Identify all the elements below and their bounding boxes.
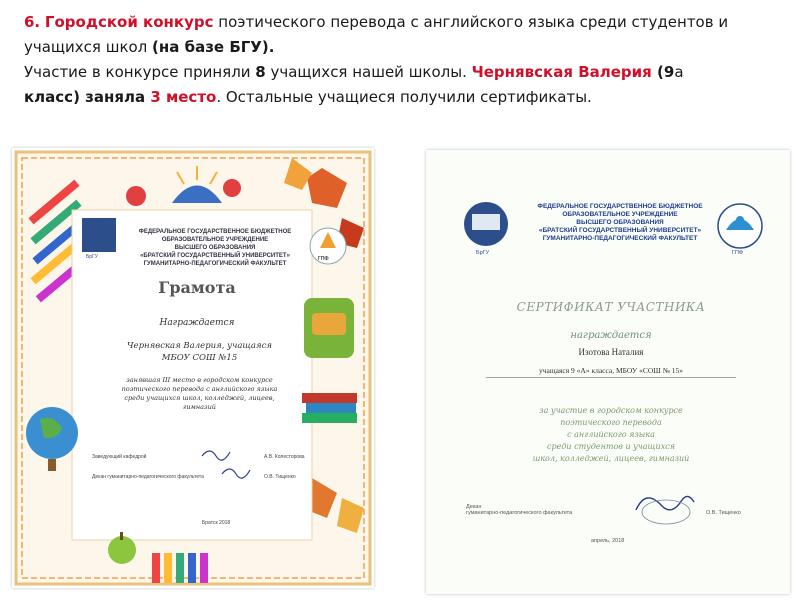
gramota-recipient: Чернявская Валерия, учащаяся МБОУ СОШ №15	[126, 341, 273, 363]
certificate-recipient: Изотова Наталия	[578, 347, 644, 357]
certificate-title: СЕРТИФИКАТ УЧАСТНИКА	[516, 300, 706, 314]
gramota-document	[12, 148, 374, 588]
gramota-sign1-name: А.В. Колесторова	[264, 454, 305, 460]
gramota-sign1-role: Заведующий кафедрой	[92, 454, 147, 460]
gramota-organization: ФЕДЕРАЛЬНОЕ ГОСУДАРСТВЕННОЕ БЮДЖЕТНОЕ ОБРАЗОВАТЕЛЬНОЕ УЧРЕЖДЕНИЕ ВЫСШЕГО ОБРАЗОВАНИЯ «БРАТСКИЙ ГОСУДАРСТВЕННЫЙ УНИВЕРСИТЕТ» ГУМАНИТАРНО-ПЕДАГОГИЧЕСКИЙ ФАКУЛЬТЕТ	[138, 229, 292, 267]
certificate-sign-name: О.В. Тищенко	[706, 510, 741, 516]
place-number: 3	[150, 88, 161, 106]
gramota-awarded: Награждается	[159, 318, 235, 328]
gramota-title: Грамота	[158, 278, 236, 297]
books-illustration	[302, 393, 357, 423]
gramota-decorative-frame	[12, 148, 374, 588]
participation-text-mid: учащихся нашей школы.	[265, 63, 472, 81]
gramota-reason: занявшая III место в городском конкурсе поэтического перевода с английского языка среди учащихся школ, колледжей, лицеев, гимназий	[121, 376, 278, 411]
certificate-signature	[636, 496, 694, 510]
winner-name: Чернявская Валерия	[471, 63, 652, 81]
certificate-date: апрель, 2018	[591, 538, 625, 544]
intro-text	[24, 10, 784, 110]
certificate-logo-right-label: ГПФ	[732, 250, 744, 256]
contest-title: Городской конкурс	[44, 13, 214, 31]
certificate-school: учащаяся 9 «А» класса, МБОУ «СОШ № 15»	[486, 366, 736, 378]
certificate-reason: за участие в городском конкурсе поэтического перевода с английского языка среди студентов и учащихся школ, колледжей, лицеев, гимназий	[532, 406, 690, 463]
certificate-logo-left-label: БрГУ	[476, 250, 490, 256]
participant-count: 8	[255, 63, 266, 81]
gramota-logo-left-label: БрГУ	[86, 254, 98, 260]
contest-description: поэтического перевода с английского языка среди студентов и учащихся школ	[24, 13, 729, 56]
gramota-sign2-name: О.В. Тищенко	[264, 474, 296, 480]
winner-class: (9	[651, 63, 675, 81]
gramota-sign2-role: Декан гуманитарно-педагогического факультета	[92, 474, 204, 480]
winner-class-rest: класс) заняла	[24, 88, 151, 106]
certificate-sign-role: Декан гуманитарно-педагогического факультета	[466, 504, 573, 516]
participation-text: Участие в конкурсе приняли	[24, 63, 256, 81]
backpack-illustration	[304, 298, 354, 358]
gramota-year: Братск 2018	[202, 520, 231, 526]
certificate-document	[426, 150, 790, 594]
item-number: 6.	[24, 13, 41, 31]
place-word: место	[160, 88, 217, 106]
bsu-logo-icon	[82, 218, 116, 252]
certificate-awarded: награждается	[570, 330, 652, 341]
winner-class-letter: а	[674, 63, 684, 81]
certificate-organization: ФЕДЕРАЛЬНОЕ ГОСУДАРСТВЕННОЕ БЮДЖЕТНОЕ ОБРАЗОВАТЕЛЬНОЕ УЧРЕЖДЕНИЕ ВЫСШЕГО ОБРАЗОВАНИЯ «БРАТСКИЙ ГОСУДАРСТВЕННЫЙ УНИВЕРСИТЕТ» ГУМАНИТАРНО-ПЕДАГОГИЧЕСКИЙ ФАКУЛЬТЕТ	[537, 203, 703, 242]
gramota-logo-right-label: ГПФ	[318, 256, 329, 262]
participation-text-end: . Остальные учащиеся получили сертификаты.	[216, 88, 592, 106]
contest-venue: (на базе БГУ).	[152, 38, 275, 56]
